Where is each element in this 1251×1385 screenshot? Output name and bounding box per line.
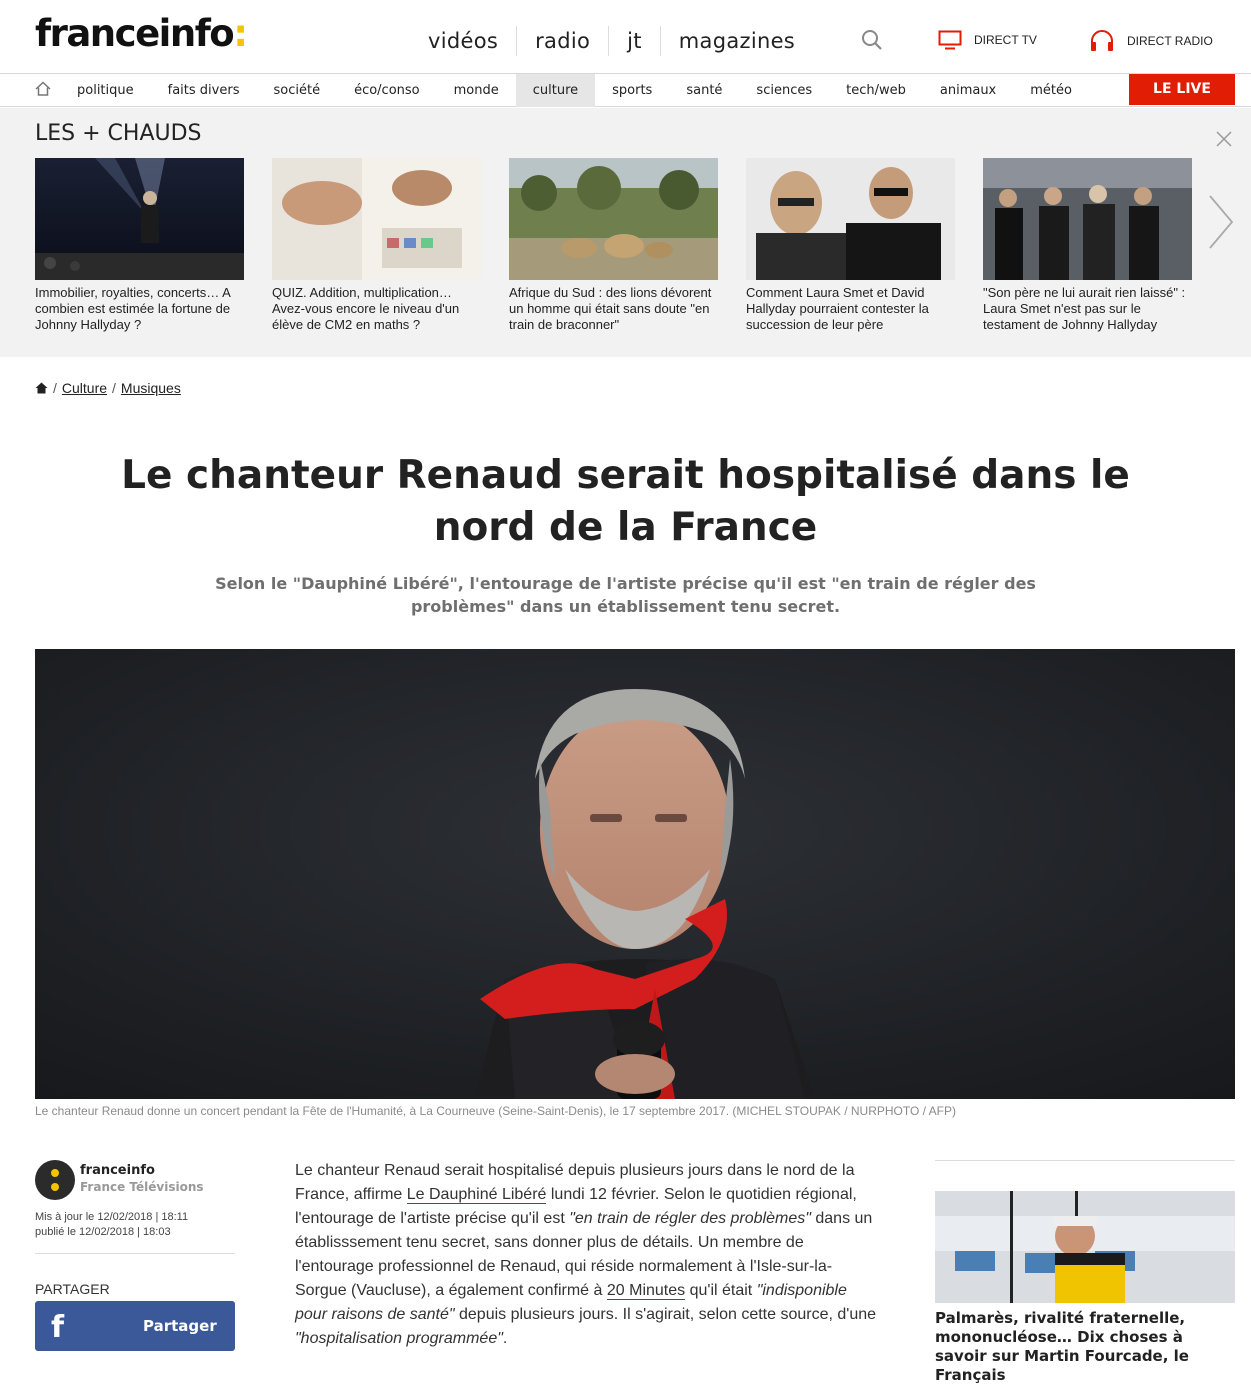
trending-item[interactable]	[746, 158, 955, 333]
breadcrumb-musiques[interactable]: Musiques	[120, 380, 181, 396]
breadcrumb-culture[interactable]: Culture	[61, 380, 108, 396]
nav-jt[interactable]: jt	[609, 26, 661, 56]
direct-radio-link[interactable]	[1089, 30, 1213, 52]
trending-item[interactable]	[272, 158, 481, 333]
breadcrumb	[35, 380, 181, 396]
trending-thumbnail	[35, 158, 244, 280]
trending-item[interactable]	[35, 158, 244, 333]
article-body: Le chanteur Renaud serait hospitalisé depuis plusieurs jours dans le nord de la France, affirme Le Dauphiné Libéré lundi 12 février. Selon le quotidien régional, l'entourage de l'artiste précise qu'il est "en train de régler des problèmes" dans un établisssement tenu secret, sans donner plus de détails. Un membre de l'entourage professionnel de Renaud, qui réside normalement à l'Isle-sur-la-Sorgue (Vaucluse), a également confirmé à 20 Minutes qu'il était "indisponible pour raisons de santé" depuis plusieurs jours. Il s'agirait, selon cette source, d'une "hospitalisation programmée".	[295, 1162, 877, 1347]
chevron-right-icon[interactable]	[1206, 194, 1236, 250]
direct-tv-label: DIRECT TV	[974, 33, 1037, 47]
direct-tv-link[interactable]	[938, 30, 1037, 50]
divider	[35, 1253, 235, 1254]
published-date: publié le 12/02/2018 | 18:03	[35, 1226, 171, 1238]
trending-caption: Comment Laura Smet et David Hallyday pourraient contester la succession de leur père	[746, 285, 929, 332]
related-article-title[interactable]: Palmarès, rivalité fraternelle, mononucléose… Dix choses à savoir sur Martin Fourcade, le Français	[935, 1309, 1189, 1384]
site-logo[interactable]: franceinfo:	[35, 12, 247, 55]
category-meteo[interactable]: météo	[1030, 83, 1072, 98]
article-title: Le chanteur Renaud serait hospitalisé dans le nord de la France	[121, 453, 1130, 550]
updated-date: Mis à jour le 12/02/2018 | 18:11	[35, 1211, 189, 1223]
primary-nav	[410, 26, 813, 56]
live-button[interactable]: LE LIVE	[1129, 74, 1235, 105]
trending-caption: QUIZ. Addition, multiplication… Avez-vous encore le niveau d'un élève de CM2 en maths ?	[272, 285, 460, 332]
image-caption: Le chanteur Renaud donne un concert pendant la Fête de l'Humanité, à La Courneuve (Seine-Saint-Denis), le 17 septembre 2017. (MICHEL STOUPAK / NURPHOTO / AFP)	[35, 1104, 956, 1118]
category-monde[interactable]: monde	[453, 83, 499, 98]
nav-videos[interactable]: vidéos	[410, 26, 517, 56]
nav-radio[interactable]: radio	[517, 26, 609, 56]
headphones-icon	[1089, 30, 1115, 52]
share-label: PARTAGER	[35, 1281, 110, 1297]
related-article-image[interactable]	[935, 1191, 1235, 1303]
author-organization: France Télévisions	[80, 1180, 204, 1194]
category-list	[60, 74, 1089, 107]
home-icon[interactable]	[34, 80, 52, 98]
category-eco-conso[interactable]: éco/conso	[354, 83, 420, 98]
category-societe[interactable]: société	[273, 83, 321, 98]
facebook-share-button[interactable]	[35, 1301, 235, 1351]
trending-item[interactable]	[509, 158, 718, 333]
breadcrumb-separator: /	[112, 380, 116, 396]
trending-caption: "Son père ne lui aurait rien laissé" : Laura Smet n'est pas sur le testament de Johnny Hallyday	[983, 285, 1186, 332]
trending-thumbnail	[983, 158, 1192, 280]
link-20-minutes[interactable]: 20 Minutes	[606, 1282, 686, 1299]
divider	[935, 1160, 1235, 1161]
trending-title: LES + CHAUDS	[35, 121, 202, 146]
facebook-icon: f	[51, 1310, 65, 1345]
search-icon[interactable]	[860, 28, 884, 52]
article-lead: Selon le "Dauphiné Libéré", l'entourage de l'artiste précise qu'il est "en train de régler des problèmes" dans un établissement tenu secret.	[215, 574, 1036, 616]
share-button-label: Partager	[143, 1317, 217, 1335]
close-icon[interactable]	[1215, 130, 1233, 148]
breadcrumb-separator: /	[53, 380, 57, 396]
trending-thumbnail	[746, 158, 955, 280]
trending-caption: Afrique du Sud : des lions dévorent un homme qui était sans doute "en train de braconner"	[509, 285, 712, 332]
trending-section	[0, 108, 1251, 357]
trending-item[interactable]	[983, 158, 1192, 333]
category-nav	[0, 74, 1251, 107]
category-sciences[interactable]: sciences	[756, 83, 813, 98]
article-main-image	[35, 649, 1235, 1099]
category-animaux[interactable]: animaux	[939, 83, 997, 98]
author-name[interactable]: franceinfo	[80, 1163, 155, 1178]
category-politique[interactable]: politique	[77, 83, 134, 98]
category-sports[interactable]: sports	[612, 83, 653, 98]
direct-radio-label: DIRECT RADIO	[1127, 34, 1213, 48]
nav-magazines[interactable]: magazines	[678, 29, 796, 53]
category-sante[interactable]: santé	[686, 83, 723, 98]
site-header	[0, 0, 1251, 74]
tv-icon	[938, 30, 962, 50]
category-culture[interactable]: culture	[516, 74, 595, 107]
author-avatar	[35, 1160, 75, 1200]
category-faits-divers[interactable]: faits divers	[167, 83, 240, 98]
article-dates	[35, 1210, 188, 1240]
trending-caption: Immobilier, royalties, concerts… A combien est estimée la fortune de Johnny Hallyday ?	[35, 285, 231, 332]
category-tech-web[interactable]: tech/web	[846, 83, 906, 98]
trending-thumbnail	[272, 158, 481, 280]
home-icon[interactable]	[35, 382, 48, 394]
link-dauphine-libere[interactable]: Le Dauphiné Libéré	[406, 1186, 547, 1203]
trending-thumbnail	[509, 158, 718, 280]
